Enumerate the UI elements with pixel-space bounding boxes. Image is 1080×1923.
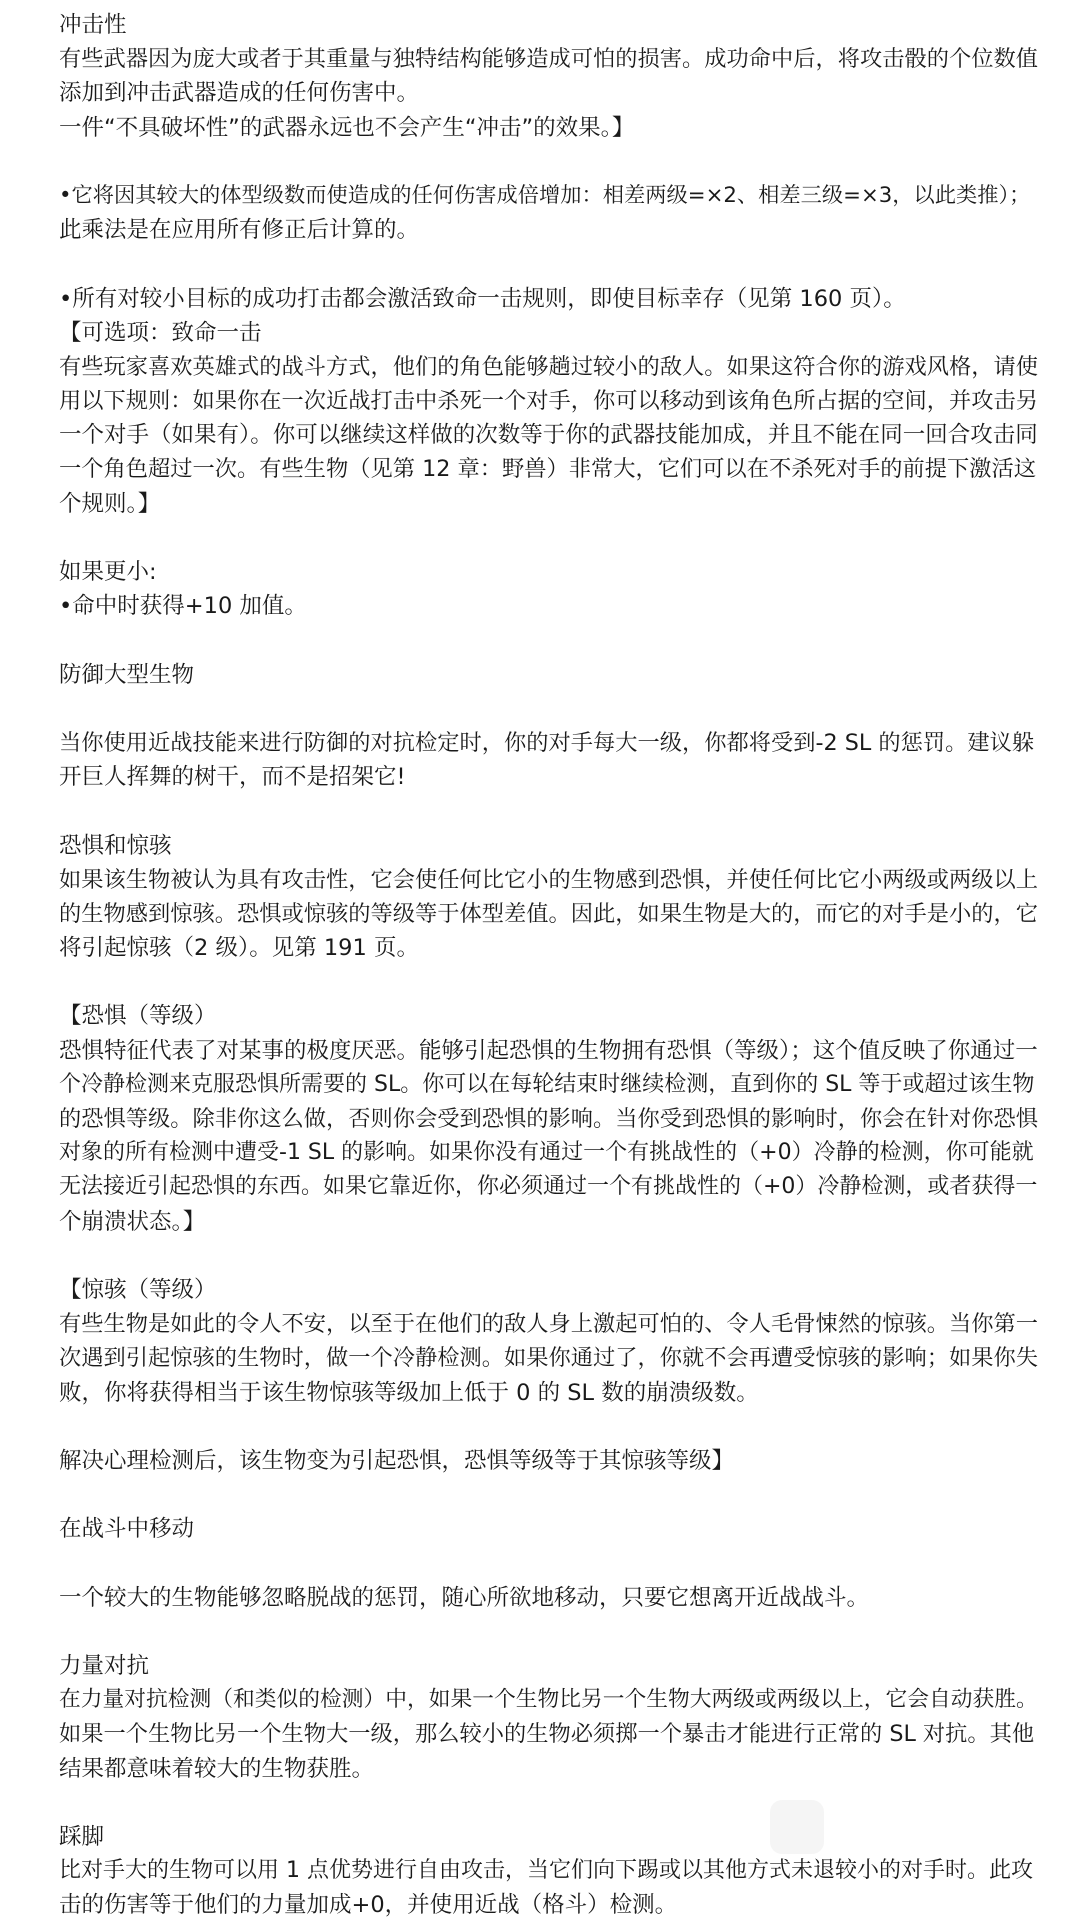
text-line: 踩脚: [59, 1823, 105, 1850]
text-line: 个冷静检测来克服恐惧所需要的 SL。你可以在每轮结束时继续检测，直到你的 SL 等于或超过该生物: [59, 1071, 1035, 1097]
text-line: 恐惧特征代表了对某事的极度厌恶。能够引起恐惧的生物拥有恐惧（等级）；这个值反映了你通过一: [59, 1037, 1038, 1064]
blank-line: [59, 1410, 1040, 1444]
text-line: 添加到冲击武器造成的任何伤害中。: [59, 80, 420, 107]
text-line: 如果一个生物比另一个生物大一级，那么较小的生物必须掷一个暴击才能进行正常的 SL 对抗。其他: [59, 1721, 1035, 1748]
text-line: 击的伤害等于他们的力量加成+0，并使用近战（格斗）检测。: [59, 1892, 678, 1919]
text-line: 的恐惧等级。除非你这么做，否则你会受到恐惧的影响。当你受到恐惧的影响时，你会在针对你恐惧: [59, 1106, 1038, 1132]
blank-line: [59, 692, 1040, 726]
blank-line: [59, 145, 1040, 179]
text-line: 结果都意味着较大的生物获胜。: [59, 1755, 375, 1782]
text-line: 的生物感到惊骇。恐惧或惊骇的等级等于体型差值。因此，如果生物是大的，而它的对手是小的，它: [59, 900, 1038, 927]
blank-line: [59, 247, 1040, 281]
blank-line: [59, 1478, 1040, 1512]
text-line: 【惊骇（等级）: [59, 1276, 217, 1303]
text-line: •命中时获得+10 加值。: [59, 593, 307, 620]
text-line: 一件“不具破坏性”的武器永远也不会产生“冲击”的效果。】: [59, 114, 635, 141]
text-line: 【可选项：致命一击: [59, 319, 262, 346]
text-line: 个崩溃状态。】: [59, 1208, 206, 1235]
blank-line: [59, 1615, 1040, 1649]
text-line: 冲击性: [59, 12, 127, 38]
text-line: 个规则。】: [59, 490, 161, 517]
text-line: 无法接近引起恐惧的东西。如果它靠近你，你必须通过一个有挑战性的（+0）冷静检测，或者获得一: [59, 1174, 1038, 1200]
text-line: 解决心理检测后，该生物变为引起恐惧，恐惧等级等于其惊骇等级】: [59, 1447, 735, 1474]
text-line: 如果更小:: [59, 559, 157, 585]
text-line: 用以下规则：如果你在一次近战打击中杀死一个对手，你可以移动到该角色所占据的空间，并攻击另: [59, 388, 1038, 415]
blank-line: [59, 623, 1040, 657]
blank-line: [59, 521, 1040, 555]
text-line: 如果该生物被认为具有攻击性，它会使任何比它小的生物感到恐惧，并使任何比它小两级或两级以上: [59, 866, 1038, 893]
text-line: 败，你将获得相当于该生物惊骇等级加上低于 0 的 SL 数的崩溃级数。: [59, 1379, 759, 1406]
text-line: 力量对抗: [59, 1653, 150, 1679]
text-line: 开巨人挥舞的树干，而不是招架它!: [59, 764, 406, 791]
text-line: 比对手大的生物可以用 1 点优势进行自由攻击，当它们向下踢或以其他方式未退较小的对手时。此攻: [59, 1858, 1033, 1884]
text-line: 【恐惧（等级）: [59, 1003, 217, 1030]
blank-line: [59, 1239, 1040, 1273]
text-line: 此乘法是在应用所有修正后计算的。: [59, 217, 420, 244]
blank-line: [59, 1546, 1040, 1580]
blank-line: [59, 965, 1040, 999]
text-line: 一个角色超过一次。有些生物（见第 12 章：野兽）非常大，它们可以在不杀死对手的前提下激活这: [59, 456, 1036, 483]
text-line: 在力量对抗检测（和类似的检测）中，如果一个生物比另一个生物大两级或两级以上，它会自动获胜。: [59, 1687, 1038, 1713]
text-line: •它将因其较大的体型级数而使造成的任何伤害成倍增加：相差两级=×2、相差三级=×3，以此类推）；: [59, 182, 1031, 208]
text-line: 当你使用近战技能来进行防御的对抗检定时，你的对手每大一级，你都将受到-2 SL 的惩罚。建议躲: [59, 729, 1035, 756]
text-line: 有些生物是如此的令人不安，以至于在他们的敌人身上激起可怕的、令人毛骨悚然的惊骇。当你第一: [59, 1311, 1038, 1338]
text-line: 在战斗中移动: [59, 1516, 195, 1543]
blank-line: [59, 1786, 1040, 1820]
text-line: 有些玩家喜欢英雄式的战斗方式，他们的角色能够趟过较小的敌人。如果这符合你的游戏风格，请使: [59, 353, 1038, 380]
text-line: •所有对较小目标的成功打击都会激活致命一击规则，即使目标幸存（见第 160 页）。: [59, 285, 906, 312]
text-line: 有些武器因为庞大或者于其重量与独特结构能够造成可怕的损害。成功命中后，将攻击骰的个位数值: [59, 46, 1038, 73]
text-line: 恐惧和惊骇: [59, 832, 172, 859]
blank-line: [59, 794, 1040, 828]
text-line: 对象的所有检测中遭受-1 SL 的影响。如果你没有通过一个有挑战性的（+0）冷静的检测，你可能就: [59, 1140, 1034, 1166]
text-line: 次遇到引起惊骇的生物时，做一个冷静检测。如果你通过了，你就不会再遭受惊骇的影响；如果你失: [59, 1345, 1038, 1372]
text-line: 一个对手（如果有）。你可以继续这样做的次数等于你的武器技能加成，并且不能在同一回合攻击同: [59, 422, 1038, 449]
text-line: 防御大型生物: [59, 661, 195, 688]
text-line: 一个较大的生物能够忽略脱战的惩罚，随心所欲地移动，只要它想离开近战战斗。: [59, 1584, 870, 1611]
watermark-logo: [770, 1800, 824, 1854]
text-line: 将引起惊骇（2 级）。见第 191 页。: [59, 935, 419, 962]
